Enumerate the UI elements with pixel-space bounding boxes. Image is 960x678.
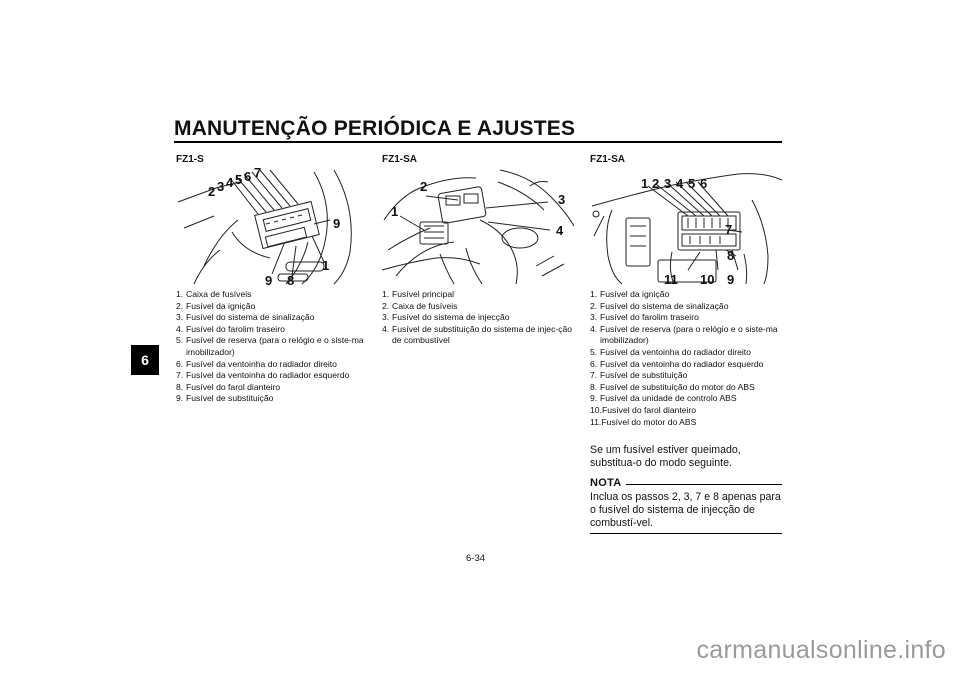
- model-heading-fz1sa-fusebox: FZ1-SA: [590, 154, 625, 165]
- callout-fz1s-3: 3: [217, 179, 225, 194]
- note-text: Inclua os passos 2, 3, 7 e 8 apenas para o fusível do sistema de injecção de combustí-vel.: [590, 491, 781, 529]
- legend-item: 2. Fusível do sistema de sinalização: [590, 300, 729, 311]
- callout-fz1s-1: 1: [322, 258, 330, 273]
- legend-item: 10. Fusível do farol dianteiro: [590, 404, 697, 415]
- callout-fz1s-4: 4: [226, 175, 234, 190]
- legend-item: 2. Caixa de fusíveis: [382, 300, 458, 311]
- main-fuse-illustration-fz1sa: [380, 166, 576, 286]
- legend-item: 7. Fusível da ventoinha do radiador esquerdo: [176, 370, 350, 381]
- callout-fz1sa-fb-10: 10: [700, 272, 715, 287]
- legend-fz1s: [176, 289, 374, 405]
- callout-fz1sa-fb-8: 8: [727, 248, 735, 263]
- legend-item: 6. Fusível da ventoinha do radiador esquerdo: [590, 358, 764, 369]
- model-heading-fz1s: FZ1-S: [176, 154, 204, 165]
- callout-fz1s-7: 7: [254, 165, 262, 180]
- callout-fz1s-5: 5: [235, 172, 243, 187]
- callout-fz1sa-fb-11: 11: [664, 272, 678, 287]
- callout-fz1sa-fb-7: 7: [725, 222, 733, 237]
- legend-item: 1. Fusível da ignição: [590, 289, 670, 299]
- callout-fz1sa-fb-1: 1: [641, 176, 649, 191]
- legend-item: 4. Fusível do farolim traseiro: [176, 323, 285, 334]
- legend-item: 8. Fusível do farol dianteiro: [176, 381, 281, 392]
- callout-fz1s-2: 2: [208, 184, 216, 199]
- note-bottom-rule: [590, 533, 782, 534]
- callout-fz1s-9-right: 9: [333, 216, 341, 231]
- callout-fz1s-8: 8: [287, 273, 295, 288]
- legend-fz1sa-main: [382, 289, 578, 347]
- page-number: 6-34: [466, 553, 486, 564]
- legend-item: 7. Fusível de substituição: [590, 370, 688, 381]
- legend-item: 5. Fusível de reserva (para o relógio e o siste-ma imobilizador): [176, 335, 364, 357]
- callout-fz1sa-fb-5: 5: [688, 176, 696, 191]
- legend-item: 1. Caixa de fusíveis: [176, 289, 252, 299]
- callout-fz1s-6: 6: [244, 169, 252, 184]
- callout-fz1sa-fb-9: 9: [727, 272, 735, 287]
- note-label: NOTA: [590, 477, 622, 489]
- model-heading-fz1sa: FZ1-SA: [382, 154, 417, 165]
- callout-fz1s-9-bottom: 9: [265, 273, 273, 288]
- legend-item: 2. Fusível da ignição: [176, 300, 256, 311]
- legend-item: 11. Fusível do motor do ABS: [590, 416, 697, 427]
- callout-fz1sa-3: 3: [558, 192, 566, 207]
- callout-fz1sa-fb-2: 2: [652, 176, 660, 191]
- legend-item: 3. Fusível do sistema de sinalização: [176, 312, 315, 323]
- legend-item: 4. Fusível de substituição do sistema de injec-ção de combustível: [382, 323, 573, 346]
- instruction-paragraph: Se um fusível estiver queimado, substitua-o do modo seguinte.: [590, 444, 741, 469]
- fuse-box-illustration-fz1sa: [588, 166, 784, 286]
- callout-fz1sa-2: 2: [420, 179, 428, 194]
- legend-fz1sa-fusebox: [590, 289, 782, 428]
- callout-fz1sa-fb-4: 4: [676, 176, 684, 191]
- watermark[interactable]: carmanualsonline.info: [696, 636, 946, 664]
- legend-item: 3. Fusível do farolim traseiro: [590, 312, 699, 323]
- legend-item: 8. Fusível de substituição do motor do ABS: [590, 381, 755, 392]
- note-header-rule: [626, 484, 782, 485]
- callout-fz1sa-1: 1: [391, 204, 399, 219]
- title-rule: [174, 141, 782, 143]
- callout-fz1sa-fb-3: 3: [664, 176, 672, 191]
- callout-fz1sa-fb-6: 6: [700, 176, 708, 191]
- chapter-tab: 6: [131, 345, 159, 375]
- note-header: [590, 477, 782, 489]
- legend-item: 9. Fusível de substituição: [176, 393, 274, 404]
- page-title: MANUTENÇÃO PERIÓDICA E AJUSTES: [174, 117, 576, 140]
- legend-item: 4. Fusível de reserva (para o relógio e o siste-ma imobilizador): [590, 323, 778, 346]
- fuse-box-illustration-fz1s: [174, 166, 370, 286]
- legend-item: 5. Fusível da ventoinha do radiador direito: [590, 346, 751, 357]
- callout-fz1sa-4: 4: [556, 223, 564, 238]
- legend-item: 9. Fusível da unidade de controlo ABS: [590, 393, 737, 404]
- legend-item: 1. Fusível principal: [382, 289, 455, 299]
- legend-item: 6. Fusível da ventoinha do radiador direito: [176, 358, 337, 369]
- legend-item: 3. Fusível do sistema de injecção: [382, 312, 510, 323]
